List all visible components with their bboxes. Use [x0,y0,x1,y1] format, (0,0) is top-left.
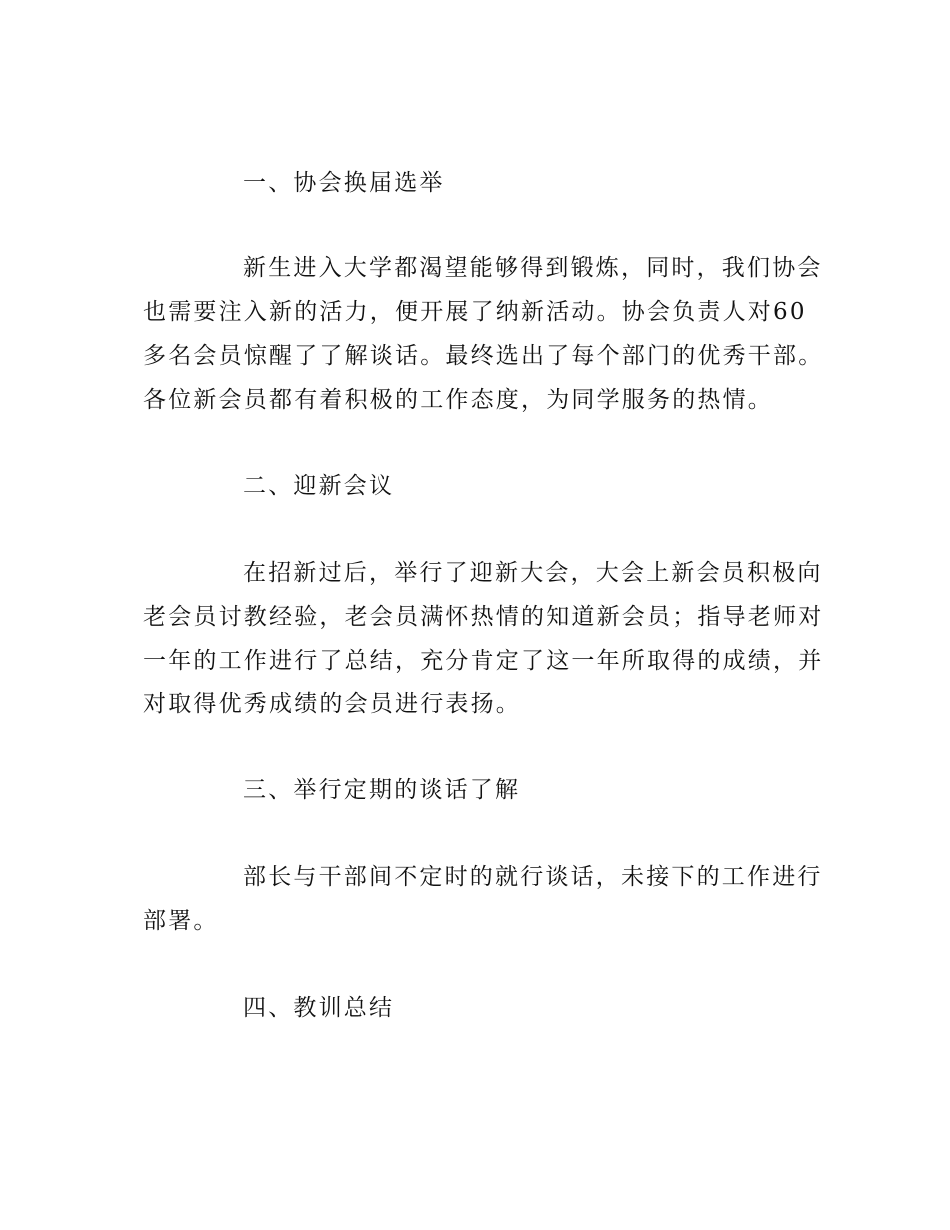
section-heading-1: 一、协会换届选举 [243,170,445,196]
paragraph-3-line-2: 部署。 [143,908,219,934]
paragraph-2-line-3: 一年的工作进行了总结，充分肯定了这一年所取得的成绩，并 [143,648,824,674]
section-heading-2: 二、迎新会议 [243,473,395,499]
paragraph-2-line-1: 在招新过后，举行了迎新大会，大会上新会员积极向 [243,560,823,586]
paragraph-1-line-3: 多名会员惊醒了了解谈话。最终选出了每个部门的优秀干部。 [143,343,824,369]
paragraph-1-line-4: 各位新会员都有着积极的工作态度，为同学服务的热情。 [143,387,773,413]
paragraph-1-line-2: 也需要注入新的活力，便开展了纳新活动。协会负责人对60 [143,299,807,325]
paragraph-1-line-1: 新生进入大学都渴望能够得到锻炼，同时，我们协会 [243,255,823,281]
section-heading-4: 四、教训总结 [243,995,395,1021]
paragraph-3-line-1: 部长与干部间不定时的就行谈话，未接下的工作进行 [243,864,823,890]
section-heading-3: 三、举行定期的谈话了解 [243,777,521,803]
paragraph-2-line-4: 对取得优秀成绩的会员进行表扬。 [143,691,521,717]
paragraph-2-line-2: 老会员讨教经验，老会员满怀热情的知道新会员；指导老师对 [143,604,824,630]
